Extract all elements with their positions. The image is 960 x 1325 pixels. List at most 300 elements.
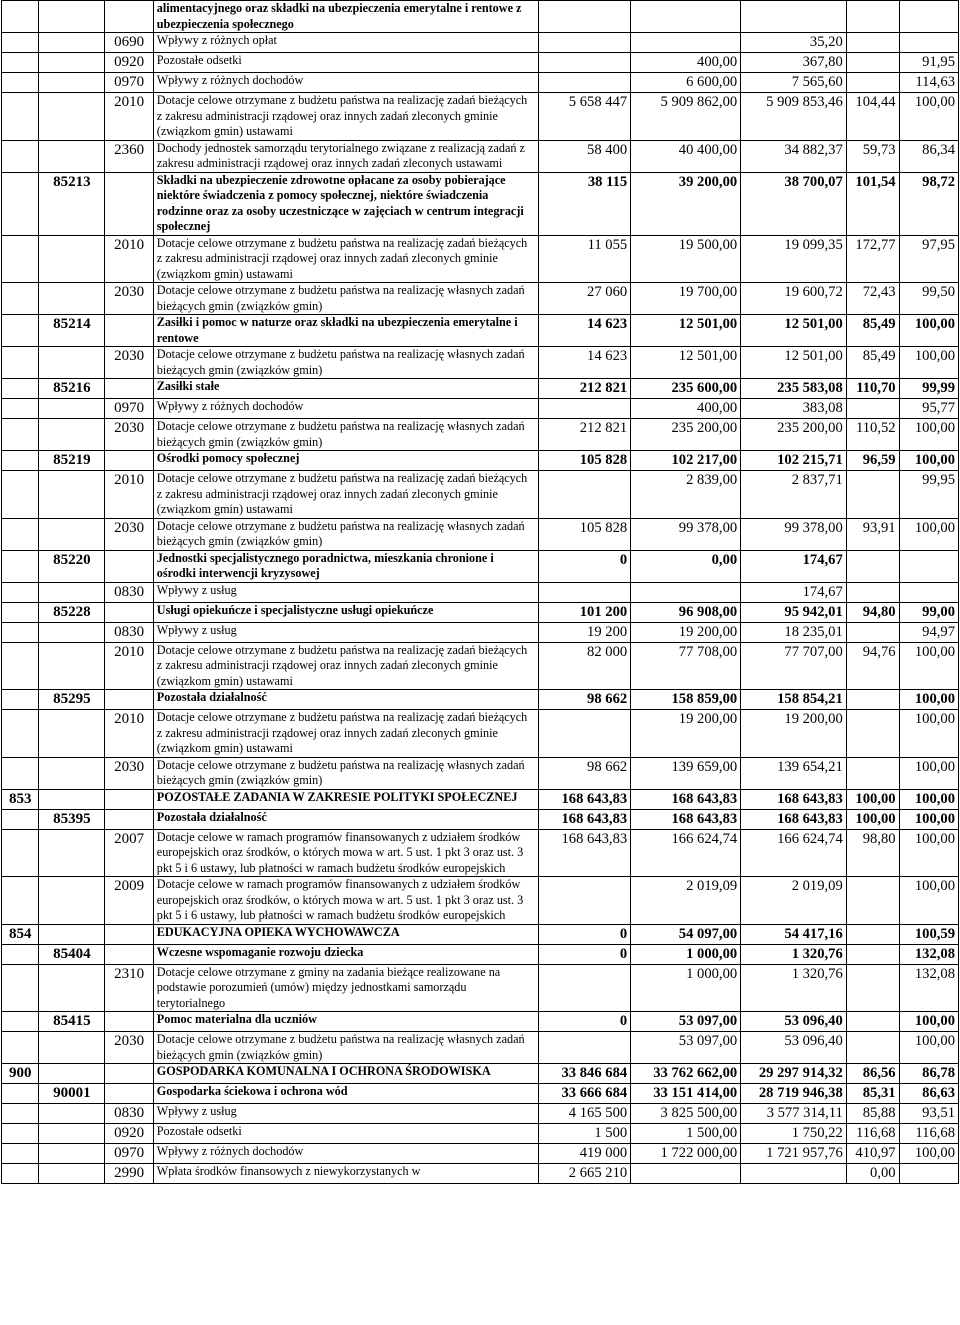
paragraph-code-cell: 2030 xyxy=(105,347,153,379)
plan-initial-value: 14 623 xyxy=(538,315,630,347)
section-code-cell: 900 xyxy=(2,1064,39,1084)
chapter-code-cell xyxy=(39,518,105,550)
index-b-value: 114,63 xyxy=(899,73,958,93)
plan-initial-value: 4 165 500 xyxy=(538,1104,630,1124)
section-row xyxy=(2,789,959,809)
plan-initial-value: 82 000 xyxy=(538,642,630,690)
plan-initial-value xyxy=(538,710,630,758)
description-cell: Dotacje celowe otrzymane z budżetu państwa na realizację zadań bieżących z zakresu administracji rządowej oraz innych zadań zleconych gminie (związkom gmin) ustawami xyxy=(153,642,538,690)
plan-initial-value xyxy=(538,1,630,33)
description-cell: Dotacje celowe otrzymane z budżetu państwa na realizację własnych zadań bieżących gmin (związków gmin) xyxy=(153,347,538,379)
chapter-code-cell xyxy=(39,642,105,690)
section-code-cell xyxy=(2,622,39,642)
paragraph-code-cell: 2007 xyxy=(105,829,153,877)
chapter-code-cell xyxy=(39,235,105,283)
paragraph-row xyxy=(2,399,959,419)
section-code-cell xyxy=(2,1084,39,1104)
section-code-cell xyxy=(2,518,39,550)
chapter-code-cell xyxy=(39,140,105,172)
paragraph-row xyxy=(2,642,959,690)
plan-after-changes-value: 168 643,83 xyxy=(631,809,741,829)
index-a-value xyxy=(846,690,899,710)
description-cell: Dotacje celowe otrzymane z gminy na zadania bieżące realizowane na podstawie porozumień (umów) między jednostkami samorządu terytorialnego xyxy=(153,964,538,1012)
paragraph-row xyxy=(2,1144,959,1164)
execution-value: 3 577 314,11 xyxy=(741,1104,847,1124)
section-code-cell xyxy=(2,829,39,877)
index-b-value: 99,99 xyxy=(899,379,958,399)
description-cell: Usługi opiekuńcze i specjalistyczne usługi opiekuńcze xyxy=(153,602,538,622)
index-a-value: 100,00 xyxy=(846,789,899,809)
section-code-cell xyxy=(2,877,39,925)
paragraph-code-cell xyxy=(105,1084,153,1104)
chapter-row xyxy=(2,690,959,710)
paragraph-row xyxy=(2,518,959,550)
description-cell: Wpływy z różnych dochodów xyxy=(153,399,538,419)
plan-after-changes-value: 2 019,09 xyxy=(631,877,741,925)
description-cell: Dotacje celowe otrzymane z budżetu państwa na realizację własnych zadań bieżących gmin (związków gmin) xyxy=(153,518,538,550)
section-code-cell xyxy=(2,451,39,471)
index-b-value: 86,34 xyxy=(899,140,958,172)
plan-initial-value: 168 643,83 xyxy=(538,809,630,829)
section-code-cell: 854 xyxy=(2,924,39,944)
index-b-value xyxy=(899,1164,958,1184)
chapter-code-cell xyxy=(39,710,105,758)
section-code-cell xyxy=(2,235,39,283)
plan-after-changes-value: 235 600,00 xyxy=(631,379,741,399)
paragraph-row xyxy=(2,829,959,877)
plan-after-changes-value: 33 762 662,00 xyxy=(631,1064,741,1084)
chapter-code-cell xyxy=(39,757,105,789)
description-cell: Dotacje celowe otrzymane z budżetu państwa na realizację własnych zadań bieżących gmin (związków gmin) xyxy=(153,757,538,789)
chapter-row xyxy=(2,602,959,622)
index-b-value: 100,00 xyxy=(899,877,958,925)
paragraph-code-cell xyxy=(105,172,153,235)
plan-after-changes-value: 1 722 000,00 xyxy=(631,1144,741,1164)
section-code-cell xyxy=(2,757,39,789)
paragraph-code-cell: 0970 xyxy=(105,73,153,93)
execution-value: 2 837,71 xyxy=(741,471,847,519)
index-a-value: 98,80 xyxy=(846,829,899,877)
section-code-cell xyxy=(2,1124,39,1144)
index-b-value: 100,00 xyxy=(899,642,958,690)
chapter-code-cell xyxy=(39,93,105,141)
execution-value: 235 200,00 xyxy=(741,419,847,451)
index-b-value: 91,95 xyxy=(899,53,958,73)
plan-initial-value: 33 846 684 xyxy=(538,1064,630,1084)
chapter-code-cell xyxy=(39,877,105,925)
plan-after-changes-value xyxy=(631,33,741,53)
plan-after-changes-value: 5 909 862,00 xyxy=(631,93,741,141)
index-b-value xyxy=(899,550,958,582)
paragraph-code-cell: 2010 xyxy=(105,471,153,519)
chapter-code-cell: 90001 xyxy=(39,1084,105,1104)
section-code-cell xyxy=(2,172,39,235)
paragraph-row xyxy=(2,1104,959,1124)
plan-initial-value xyxy=(538,964,630,1012)
index-a-value: 100,00 xyxy=(846,809,899,829)
description-cell: Jednostki specjalistycznego poradnictwa, mieszkania chronione i ośrodki interwencji kryzysowej xyxy=(153,550,538,582)
description-cell: Pozostała działalność xyxy=(153,690,538,710)
plan-after-changes-value: 158 859,00 xyxy=(631,690,741,710)
plan-initial-value: 0 xyxy=(538,550,630,582)
plan-initial-value xyxy=(538,33,630,53)
description-cell: Dotacje celowe otrzymane z budżetu państwa na realizację zadań bieżących z zakresu administracji rządowej oraz innych zadań zleconych gminie (związkom gmin) ustawami xyxy=(153,471,538,519)
section-code-cell xyxy=(2,93,39,141)
index-b-value: 132,08 xyxy=(899,944,958,964)
paragraph-code-cell: 0830 xyxy=(105,582,153,602)
plan-after-changes-value: 99 378,00 xyxy=(631,518,741,550)
index-b-value: 100,00 xyxy=(899,757,958,789)
index-b-value: 99,95 xyxy=(899,471,958,519)
index-b-value: 86,63 xyxy=(899,1084,958,1104)
paragraph-row xyxy=(2,53,959,73)
index-b-value: 100,00 xyxy=(899,1032,958,1064)
plan-after-changes-value: 12 501,00 xyxy=(631,315,741,347)
plan-after-changes-value: 1 000,00 xyxy=(631,944,741,964)
plan-after-changes-value: 1 500,00 xyxy=(631,1124,741,1144)
paragraph-row xyxy=(2,347,959,379)
plan-after-changes-value xyxy=(631,582,741,602)
index-b-value: 100,00 xyxy=(899,1012,958,1032)
paragraph-code-cell: 2310 xyxy=(105,964,153,1012)
paragraph-code-cell: 0920 xyxy=(105,1124,153,1144)
execution-value: 28 719 946,38 xyxy=(741,1084,847,1104)
chapter-code-cell xyxy=(39,1064,105,1084)
plan-after-changes-value: 1 000,00 xyxy=(631,964,741,1012)
plan-after-changes-value: 0,00 xyxy=(631,550,741,582)
paragraph-row xyxy=(2,283,959,315)
paragraph-row xyxy=(2,1124,959,1144)
paragraph-code-cell xyxy=(105,809,153,829)
section-code-cell xyxy=(2,471,39,519)
index-a-value xyxy=(846,1012,899,1032)
index-b-value xyxy=(899,1,958,33)
execution-value: 2 019,09 xyxy=(741,877,847,925)
execution-value: 54 417,16 xyxy=(741,924,847,944)
execution-value: 1 320,76 xyxy=(741,964,847,1012)
plan-after-changes-value: 40 400,00 xyxy=(631,140,741,172)
description-cell: EDUKACYJNA OPIEKA WYCHOWAWCZA xyxy=(153,924,538,944)
section-code-cell xyxy=(2,1012,39,1032)
description-cell: Gospodarka ściekowa i ochrona wód xyxy=(153,1084,538,1104)
execution-value: 19 200,00 xyxy=(741,710,847,758)
plan-after-changes-value: 39 200,00 xyxy=(631,172,741,235)
execution-value: 166 624,74 xyxy=(741,829,847,877)
execution-value: 29 297 914,32 xyxy=(741,1064,847,1084)
chapter-code-cell xyxy=(39,73,105,93)
section-row xyxy=(2,924,959,944)
section-code-cell xyxy=(2,73,39,93)
index-b-value: 99,50 xyxy=(899,283,958,315)
execution-value: 19 600,72 xyxy=(741,283,847,315)
plan-initial-value: 105 828 xyxy=(538,518,630,550)
execution-value: 19 099,35 xyxy=(741,235,847,283)
execution-value: 34 882,37 xyxy=(741,140,847,172)
chapter-code-cell xyxy=(39,924,105,944)
paragraph-code-cell: 2030 xyxy=(105,518,153,550)
plan-after-changes-value: 19 200,00 xyxy=(631,710,741,758)
paragraph-code-cell: 2030 xyxy=(105,1032,153,1064)
plan-after-changes-value: 33 151 414,00 xyxy=(631,1084,741,1104)
index-b-value: 95,77 xyxy=(899,399,958,419)
plan-after-changes-value: 400,00 xyxy=(631,399,741,419)
description-cell: Dotacje celowe otrzymane z budżetu państwa na realizację własnych zadań bieżących gmin (związków gmin) xyxy=(153,1032,538,1064)
execution-value: 139 654,21 xyxy=(741,757,847,789)
section-code-cell xyxy=(2,642,39,690)
index-a-value: 94,76 xyxy=(846,642,899,690)
chapter-code-cell: 85214 xyxy=(39,315,105,347)
section-code-cell xyxy=(2,419,39,451)
execution-value: 38 700,07 xyxy=(741,172,847,235)
index-a-value xyxy=(846,471,899,519)
execution-value: 12 501,00 xyxy=(741,315,847,347)
chapter-code-cell: 85404 xyxy=(39,944,105,964)
plan-initial-value: 168 643,83 xyxy=(538,829,630,877)
index-a-value xyxy=(846,944,899,964)
section-code-cell xyxy=(2,283,39,315)
chapter-code-cell: 85295 xyxy=(39,690,105,710)
index-b-value: 100,00 xyxy=(899,710,958,758)
paragraph-code-cell xyxy=(105,1064,153,1084)
index-b-value: 100,00 xyxy=(899,419,958,451)
plan-initial-value: 38 115 xyxy=(538,172,630,235)
section-code-cell xyxy=(2,582,39,602)
index-a-value: 172,77 xyxy=(846,235,899,283)
execution-value: 35,20 xyxy=(741,33,847,53)
section-code-cell xyxy=(2,602,39,622)
execution-value: 7 565,60 xyxy=(741,73,847,93)
section-code-cell xyxy=(2,315,39,347)
execution-value: 95 942,01 xyxy=(741,602,847,622)
index-b-value: 116,68 xyxy=(899,1124,958,1144)
description-cell: Dotacje celowe otrzymane z budżetu państwa na realizację zadań bieżących z zakresu administracji rządowej oraz innych zadań zleconych gminie (związkom gmin) ustawami xyxy=(153,710,538,758)
chapter-row xyxy=(2,172,959,235)
execution-value: 18 235,01 xyxy=(741,622,847,642)
index-b-value: 100,00 xyxy=(899,93,958,141)
plan-after-changes-value: 77 708,00 xyxy=(631,642,741,690)
paragraph-code-cell: 2010 xyxy=(105,710,153,758)
index-b-value: 100,00 xyxy=(899,1144,958,1164)
chapter-row xyxy=(2,550,959,582)
plan-initial-value: 33 666 684 xyxy=(538,1084,630,1104)
index-b-value: 100,00 xyxy=(899,518,958,550)
plan-initial-value: 58 400 xyxy=(538,140,630,172)
index-a-value: 116,68 xyxy=(846,1124,899,1144)
paragraph-row xyxy=(2,622,959,642)
execution-value: 174,67 xyxy=(741,582,847,602)
paragraph-row xyxy=(2,1,959,33)
execution-value: 77 707,00 xyxy=(741,642,847,690)
paragraph-row xyxy=(2,964,959,1012)
section-code-cell xyxy=(2,1032,39,1064)
execution-value: 383,08 xyxy=(741,399,847,419)
index-a-value: 410,97 xyxy=(846,1144,899,1164)
paragraph-code-cell xyxy=(105,924,153,944)
description-cell: Dochody jednostek samorządu terytorialnego związane z realizacją zadań z zakresu administracji rządowej oraz innych zadań zleconych ustawami xyxy=(153,140,538,172)
description-cell: Pozostała działalność xyxy=(153,809,538,829)
index-b-value: 100,00 xyxy=(899,829,958,877)
plan-initial-value xyxy=(538,471,630,519)
chapter-code-cell xyxy=(39,829,105,877)
paragraph-row xyxy=(2,710,959,758)
description-cell: Pozostałe odsetki xyxy=(153,53,538,73)
chapter-code-cell xyxy=(39,789,105,809)
plan-initial-value: 105 828 xyxy=(538,451,630,471)
chapter-code-cell xyxy=(39,622,105,642)
index-a-value: 59,73 xyxy=(846,140,899,172)
paragraph-code-cell xyxy=(105,944,153,964)
description-cell: Wczesne wspomaganie rozwoju dziecka xyxy=(153,944,538,964)
chapter-code-cell xyxy=(39,399,105,419)
paragraph-row xyxy=(2,757,959,789)
chapter-code-cell: 85220 xyxy=(39,550,105,582)
execution-value: 99 378,00 xyxy=(741,518,847,550)
plan-after-changes-value: 168 643,83 xyxy=(631,789,741,809)
description-cell: Dotacje celowe w ramach programów finansowanych z udziałem środków europejskich oraz środków, o których mowa w art. 5 ust. 1 pkt 3 oraz ust. 3 pkt 5 i 6 ustawy, lub płatności w ramach budżetu środków europejskich xyxy=(153,829,538,877)
plan-after-changes-value xyxy=(631,1164,741,1184)
paragraph-row xyxy=(2,33,959,53)
plan-initial-value: 419 000 xyxy=(538,1144,630,1164)
description-cell: Dotacje celowe otrzymane z budżetu państwa na realizację zadań bieżących z zakresu administracji rządowej oraz innych zadań zleconych gminie (związkom gmin) ustawami xyxy=(153,235,538,283)
plan-after-changes-value: 235 200,00 xyxy=(631,419,741,451)
execution-value: 168 643,83 xyxy=(741,789,847,809)
chapter-code-cell xyxy=(39,1164,105,1184)
index-b-value: 100,00 xyxy=(899,347,958,379)
index-a-value: 93,91 xyxy=(846,518,899,550)
paragraph-code-cell: 2010 xyxy=(105,642,153,690)
execution-value: 5 909 853,46 xyxy=(741,93,847,141)
index-a-value xyxy=(846,622,899,642)
index-a-value: 104,44 xyxy=(846,93,899,141)
paragraph-row xyxy=(2,93,959,141)
description-cell: Pomoc materialna dla uczniów xyxy=(153,1012,538,1032)
description-cell: Wpływy z różnych dochodów xyxy=(153,73,538,93)
description-cell: Zasiłki i pomoc w naturze oraz składki na ubezpieczenia emerytalne i rentowe xyxy=(153,315,538,347)
plan-after-changes-value xyxy=(631,1,741,33)
description-cell: Dotacje celowe otrzymane z budżetu państwa na realizację własnych zadań bieżących gmin (związków gmin) xyxy=(153,283,538,315)
index-a-value: 85,88 xyxy=(846,1104,899,1124)
chapter-row xyxy=(2,1012,959,1032)
paragraph-code-cell: 0970 xyxy=(105,399,153,419)
plan-initial-value: 0 xyxy=(538,944,630,964)
chapter-code-cell xyxy=(39,1104,105,1124)
section-code-cell xyxy=(2,944,39,964)
paragraph-code-cell xyxy=(105,550,153,582)
chapter-code-cell: 85213 xyxy=(39,172,105,235)
description-cell: Wpływy z usług xyxy=(153,582,538,602)
plan-initial-value: 1 500 xyxy=(538,1124,630,1144)
plan-initial-value xyxy=(538,1032,630,1064)
index-a-value xyxy=(846,964,899,1012)
execution-value: 1 750,22 xyxy=(741,1124,847,1144)
paragraph-code-cell xyxy=(105,379,153,399)
plan-after-changes-value: 2 839,00 xyxy=(631,471,741,519)
index-b-value: 100,00 xyxy=(899,315,958,347)
description-cell: Wpływy z usług xyxy=(153,1104,538,1124)
paragraph-code-cell: 0920 xyxy=(105,53,153,73)
chapter-code-cell xyxy=(39,1124,105,1144)
plan-initial-value: 27 060 xyxy=(538,283,630,315)
execution-value: 174,67 xyxy=(741,550,847,582)
index-a-value: 0,00 xyxy=(846,1164,899,1184)
chapter-row xyxy=(2,809,959,829)
chapter-code-cell xyxy=(39,471,105,519)
plan-after-changes-value: 166 624,74 xyxy=(631,829,741,877)
index-a-value xyxy=(846,582,899,602)
paragraph-code-cell: 2030 xyxy=(105,283,153,315)
section-code-cell xyxy=(2,690,39,710)
paragraph-code-cell: 2030 xyxy=(105,757,153,789)
index-b-value: 100,00 xyxy=(899,690,958,710)
index-a-value: 110,70 xyxy=(846,379,899,399)
section-code-cell xyxy=(2,33,39,53)
execution-value: 168 643,83 xyxy=(741,809,847,829)
index-a-value: 85,49 xyxy=(846,347,899,379)
section-code-cell xyxy=(2,1144,39,1164)
description-cell: Ośrodki pomocy społecznej xyxy=(153,451,538,471)
index-a-value: 110,52 xyxy=(846,419,899,451)
section-code-cell xyxy=(2,710,39,758)
index-a-value xyxy=(846,1,899,33)
execution-value: 102 215,71 xyxy=(741,451,847,471)
index-b-value: 100,00 xyxy=(899,809,958,829)
section-code-cell xyxy=(2,379,39,399)
plan-after-changes-value: 3 825 500,00 xyxy=(631,1104,741,1124)
description-cell: POZOSTAŁE ZADANIA W ZAKRESIE POLITYKI SPOŁECZNEJ xyxy=(153,789,538,809)
paragraph-row xyxy=(2,419,959,451)
index-a-value: 85,49 xyxy=(846,315,899,347)
plan-after-changes-value: 53 097,00 xyxy=(631,1012,741,1032)
paragraph-code-cell xyxy=(105,1012,153,1032)
paragraph-row xyxy=(2,235,959,283)
index-b-value xyxy=(899,582,958,602)
description-cell: Pozostałe odsetki xyxy=(153,1124,538,1144)
index-b-value: 100,00 xyxy=(899,789,958,809)
paragraph-code-cell: 2360 xyxy=(105,140,153,172)
index-a-value xyxy=(846,73,899,93)
plan-initial-value xyxy=(538,582,630,602)
plan-initial-value: 14 623 xyxy=(538,347,630,379)
plan-initial-value xyxy=(538,399,630,419)
plan-initial-value: 212 821 xyxy=(538,379,630,399)
index-a-value xyxy=(846,550,899,582)
execution-value xyxy=(741,1164,847,1184)
index-a-value xyxy=(846,33,899,53)
plan-initial-value: 5 658 447 xyxy=(538,93,630,141)
paragraph-code-cell xyxy=(105,315,153,347)
plan-after-changes-value: 6 600,00 xyxy=(631,73,741,93)
plan-initial-value: 101 200 xyxy=(538,602,630,622)
plan-after-changes-value: 19 500,00 xyxy=(631,235,741,283)
description-cell: Dotacje celowe otrzymane z budżetu państwa na realizację zadań bieżących z zakresu administracji rządowej oraz innych zadań zleconych gminie (związkom gmin) ustawami xyxy=(153,93,538,141)
plan-initial-value: 212 821 xyxy=(538,419,630,451)
chapter-code-cell xyxy=(39,53,105,73)
paragraph-code-cell: 0830 xyxy=(105,622,153,642)
plan-after-changes-value: 400,00 xyxy=(631,53,741,73)
paragraph-code-cell: 0830 xyxy=(105,1104,153,1124)
chapter-code-cell xyxy=(39,1,105,33)
section-code-cell xyxy=(2,53,39,73)
chapter-row xyxy=(2,379,959,399)
paragraph-code-cell: 2009 xyxy=(105,877,153,925)
execution-value: 158 854,21 xyxy=(741,690,847,710)
execution-value: 1 721 957,76 xyxy=(741,1144,847,1164)
description-cell: Dotacje celowe w ramach programów finansowanych z udziałem środków europejskich oraz środków, o których mowa w art. 5 ust. 1 pkt 3 oraz ust. 3 pkt 5 i 6 ustawy, lub płatności w ramach budżetu środków europejskich xyxy=(153,877,538,925)
section-code-cell xyxy=(2,964,39,1012)
description-cell: Wpływy z różnych dochodów xyxy=(153,1144,538,1164)
plan-after-changes-value: 54 097,00 xyxy=(631,924,741,944)
table-body xyxy=(2,1,959,1184)
